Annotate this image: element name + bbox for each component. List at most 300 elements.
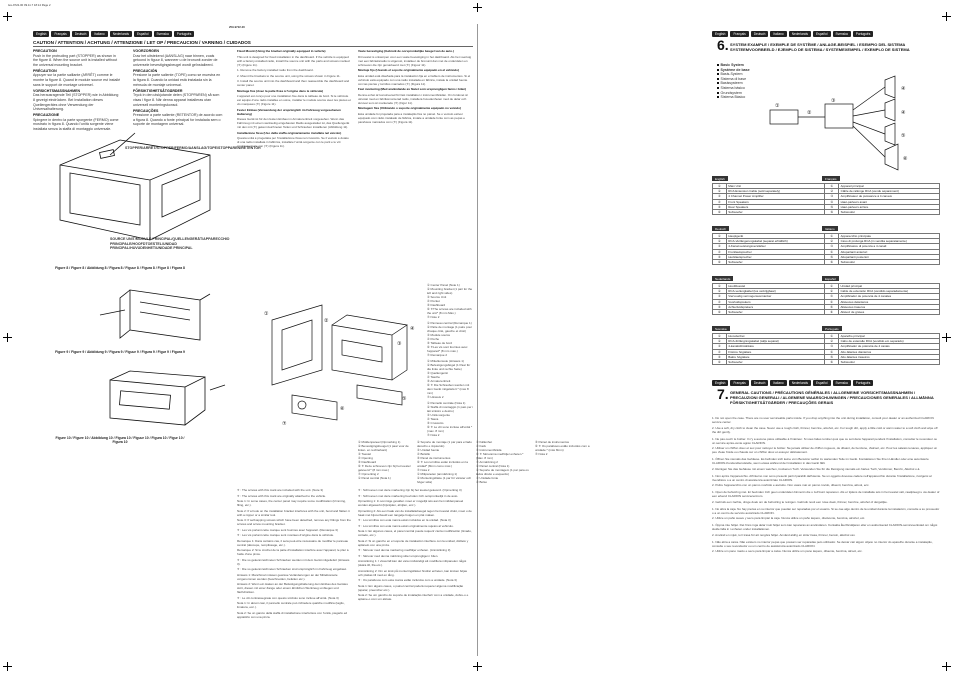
table-cell-number: ①	[825, 184, 839, 189]
figure-10-caption: Figure 10 / Figure 10 / Abbildung 10 / Figura 10 / Figuur 10 / Figura 10 / Figur 10 / Figura 10	[55, 436, 185, 445]
install-en-text-4: 3. Install the source unit into the dashboard and then reassemble the dashboard and center panel.	[237, 79, 350, 87]
note-item: Nota 2: Si un gancho en el soporte de instalación interfiere con la unidad, dóblelo y aplánelo con una pinza.	[358, 538, 469, 547]
table-cell-label: Altavoces delanteros	[838, 299, 939, 304]
table-cell-label: Subwoofer	[839, 360, 940, 365]
note-item: Note 1: In some cases, the center panel may require some modification (trimming, filing, etc.).	[237, 499, 346, 507]
caution-title-pt: PRECAUÇÕES	[133, 108, 159, 113]
caution-text-en: Push in the protruding part (STOPPER) as shown in the figure 8. When the source unit is installed without the universal mounting bracket.	[33, 53, 118, 67]
part-number: 259-9722-00	[229, 25, 245, 29]
parts-item: ③ Unidad fuente	[417, 448, 440, 452]
table-language-tag: Português	[822, 326, 842, 331]
table-language-tag: Español	[822, 276, 839, 281]
parts-item: ⑥ ✳ Los tornillos están incluidos en la unidad* (8mm como máx.)	[417, 460, 468, 468]
component-table	[712, 333, 940, 365]
parts-item: ⑦ Opmerking 2	[358, 472, 379, 476]
table-cell-label: Cabo de extensão RCA (vendido em separado)	[839, 339, 940, 344]
figure-10	[80, 365, 230, 435]
language-tab-italiano: Italiano	[770, 31, 786, 37]
caution-paragraph: 1. No abra la caja. No hay piezas en su interior que puedan ser reparadas por el usuario. Si se cae algo dentro de la unidad durante la instalación, consulte a su proveedor o a un centro de servicio autorizado CLARION.	[712, 506, 940, 515]
note-item: ✳ : Skruvar med denna märkning sitter ursprungligen i bilen.	[358, 553, 439, 558]
system-diagram-drawing	[765, 72, 930, 172]
system-list-label: Basissysteem	[720, 81, 743, 86]
table-row	[713, 210, 940, 215]
table-cell-label: Alto-falantes traseiros	[839, 354, 940, 359]
table-cell-label: Subwoofer	[839, 260, 940, 265]
parts-item: ④ Opening	[358, 456, 373, 460]
note-item: Note 3: If self-tapping screws which have been detached, remove any fittings from the screws and screw mounting bracket.	[237, 518, 351, 526]
caution-title-it: PRECAUZIONE	[33, 113, 60, 118]
table-cell-number: ④	[825, 249, 839, 254]
language-tab-deutsch: Deutsch	[72, 31, 90, 37]
bullet-icon	[717, 96, 719, 98]
svg-text:④: ④	[901, 86, 906, 92]
parts-item: ⑤ Instrumentbräda	[476, 448, 502, 452]
caution-text-sv: Tryck in den utskjutande delen (STOPPAREN) så som visas i figur 8. När denna apparat installeras utan universell monteringskonsol.	[133, 93, 220, 107]
install-sv-text: Denna enhet är konstruerad för fast installation i instrumentbrädan. Om fordonet är utrustat med en fabriksmonterad radio, installera huvudenheten med de delar och skruvar som är markerade (✳) (Figur 11).	[358, 92, 468, 105]
language-tab-english: English	[33, 31, 49, 37]
table-language-tag: Français	[822, 176, 840, 181]
table-cell-label: RCA Extension Cable (sold separately)	[726, 189, 825, 194]
note-item: ✳ : Die so gekennzeichneten Schrauben werden mit dem Gerät mitgeliefert (Hinweis 3).	[237, 557, 350, 566]
language-tab-svenska: Svenska	[833, 380, 851, 386]
system-diagram	[765, 72, 930, 172]
table-language-tag: Deutsch	[712, 226, 729, 231]
table-cell-number: ⑤	[713, 254, 727, 259]
parts-item: ⑦ Remarque 2	[427, 353, 448, 357]
parts-item: ③ Unidade fonte	[476, 476, 499, 480]
table-cell-number: ⑤	[713, 354, 727, 359]
language-tab-italiano: Italiano	[770, 380, 786, 386]
language-tab-deutsch: Deutsch	[751, 31, 769, 37]
table-cell-label: Altavoces traseros	[838, 304, 939, 309]
install-en-text-3: 2. Mount the brackets to the source unit, using the screws shown in Figure 11.	[237, 73, 341, 78]
table-cell-number: ①	[713, 184, 727, 189]
install-sv-heading: Fast montering (Med användande av fästet som ursprungligen fanns i bilen)	[358, 87, 467, 91]
table-cell-number: ②	[825, 189, 839, 194]
table-cell-number: ③	[713, 244, 727, 249]
table-language-tag: Nederlands	[712, 276, 733, 281]
svg-text:⑦: ⑦	[282, 421, 287, 427]
table-language-tag: Italiano	[822, 226, 838, 231]
table-cell-label: Voorluidsprekers	[726, 299, 824, 304]
parts-item: ① Middenpaneel (Opmerking 1)	[358, 440, 401, 444]
caution-title-de: VORSICHTSMASSNAHMEN	[33, 88, 81, 93]
bullet-icon	[717, 73, 719, 75]
parts-item: ② Patte de montage (1 paire pour chaque côté, gauche et droit)	[427, 325, 473, 333]
caution-paragraph: 2. Reinigen Sie das Gehäuse mit einem weichen, trockenen Tuch. Verwenden Sie für die Reinigung niemals ein hartes Tuch, Verdünner, Benzin, Alkohol o.ä.	[712, 466, 921, 471]
table-cell-label: Haut-parleurs arrière	[839, 204, 940, 209]
install-en-text-1: This unit is designed for fixed installation in the dashboard. If the vehicle is equipped with a factory-installed radio, install the source unit with the parts and screws marked (✳) (Figure 11).	[237, 54, 350, 67]
svg-text:⑥: ⑥	[340, 406, 345, 412]
note-item: Nota 1: Em alguns casos, o painel central poderá requerer alguma modificação (aparar, preencher etc.).	[358, 583, 464, 592]
svg-text:①: ①	[264, 311, 269, 317]
caution-text-nl: Duw het uitstekend (AANSLAG) naar binnen, zoals getoond in figuur 8, wanneer u de bronunit zonder de universele bevestigingsbeugel wordt geïnstalleerd.	[133, 53, 218, 67]
caution-col-2	[133, 49, 223, 127]
figure-11-drawing	[262, 300, 422, 430]
table-cell-label: RCA-verlengkabel (los verkrijgbaar)	[726, 289, 824, 294]
parts-item: ⑥ ✳ Die Schrauben werden mit dem Gerät mitgeliefert.* (max 8 mm)	[427, 383, 470, 395]
language-tab-nederlands: Nederlands	[110, 31, 132, 37]
parts-item: ① Panel central (Nota 1)	[358, 476, 391, 480]
table-row	[713, 260, 940, 265]
parts-item: ③ Module source	[427, 333, 451, 337]
svg-text:⑥: ⑥	[903, 156, 908, 162]
table-cell-number: ⑥	[713, 360, 727, 365]
caution-paragraph: 1. Ne pas ouvrir le boîtier. Il n'y a aucune pièce utilisable à l'intérieur. Si vous faites tomber quoi que ce soit dans l'appareil pendant l'installation, consulter le revendeur ou un service après-vente agréé CLARION.	[712, 436, 938, 445]
note-item: Opmerking 2: Als een haak van de installatiebeugel tegen het toestel drukt, moet u de haak met bijvoorbeeld een tangetje buigen en plat maken.	[358, 508, 472, 517]
table-cell-number: ⑥	[713, 260, 727, 265]
system-list-label: Basis-System	[720, 72, 743, 77]
table-cell-label: Unidad principal	[838, 284, 939, 289]
print-header: iwx-9722-00 09.11.7 18:14 Page 2	[8, 3, 51, 7]
language-tab-english: English	[712, 31, 728, 37]
parts-item: ⑥ ✳ Os parafusos estão incluídos com a unidade.* (máx 8mm)	[535, 444, 590, 452]
caution-text-de: Das herausragende Teil (STOPPER) wie in Abbildung 8 gezeigt eindrücken. Bei Installation dieses Quellengerätes ohne Verwendung der Universalhalterung.	[33, 93, 119, 112]
table-cell-label: Hauptgerät	[726, 234, 825, 239]
caution-paragraph: 1. Öppna inte höljet. Det finns inga delar inuti höljet som kan repareras av användaren. Kontakta återförsäljaren eller en auktoriserad CLARION-serviceverkstad om något skulle falla in i enheten under installationen.	[712, 523, 938, 531]
caution-text-pt: Pressione a parte saliente (RETENTOR) de acordo com a figura 8. Quando a fonte principal for instalada sem o suporte de montagem universal.	[133, 113, 223, 127]
table-cell-label: Hecklautsprecher	[726, 254, 825, 259]
table-cell-number: ③	[825, 194, 839, 199]
system-list-label: Sistema Básico	[720, 95, 746, 100]
table-cell-number: ⑥	[825, 260, 839, 265]
table-cell-number: ④	[713, 199, 727, 204]
table-cell-label: Cavo di prolunga RCA (in vendita separatamente)	[839, 239, 940, 244]
language-tab-franais: Français	[51, 31, 69, 37]
figure-9-drawing	[80, 280, 230, 350]
table-cell-number: ⑤	[825, 204, 839, 209]
table-cell-number: ⑤	[713, 304, 727, 309]
parts-item: ③ Quellengerät	[427, 371, 448, 375]
bullet-icon	[717, 64, 719, 66]
crop-mark-top-right	[942, 12, 951, 21]
language-tab-franais: Français	[730, 380, 748, 386]
parts-item: ② Soporte de montaje (1 par para el lado derecho e izquierdo)	[417, 440, 472, 448]
system-example-title: SYSTEM EXAMPLE / EXEMPLE DE SYSTÈME / ANLAGE-BEISPIEL / ESEMPIO DEL SISTEMA SYSTEEMVOORBEELD / EJEMPLO DE SISTEMA / SYSTEMEXEMPEL / EXEMPLO DE SISTEMA	[730, 42, 910, 52]
table-cell-label: Amplificatore di potenza a 4 canali	[839, 244, 940, 249]
parts-item: ② Mounting bracket (1 pair for the left and right sides)	[427, 287, 473, 295]
crop-mark-bottom-left	[3, 662, 12, 671]
parts-item: ② Befestigungsbügel (1 Paar für die linke und rechte Seite)	[427, 363, 471, 371]
bullet-icon	[717, 82, 719, 84]
crop-mark-mid-left	[3, 333, 12, 342]
parts-item: ④ Pocket	[427, 299, 440, 303]
system-list-label: Basic System	[720, 63, 744, 67]
table-cell-label: Achterluidsprekers	[726, 304, 824, 309]
caution-paragraph: 1. Não abra a caixa. Não existem no interior peças que possam ser reparadas pelo utilizador. Se deixar cair algum objeto no interior do aparelho durante a instalação, consulte o seu revendedor ou um centro de assistência autorizado CLARION.	[712, 539, 933, 548]
caution-paragraph: 1. Open de behuizing niet. Er bevinden zich geen onderdelen binnenin die u zelf kunt repareren. Als er tijdens de installatie iets in het toestel valt, raadpleegt u uw dealer of een erkend CLARION servicecentrum.	[712, 490, 940, 498]
bullet-icon	[717, 78, 719, 80]
table-cell-label: Subwoofer	[839, 210, 940, 215]
table-cell-label: Altoparlanti posteriori	[839, 254, 940, 259]
note-item: ✳ : The screws with this mark are included with the unit. (Note 3)	[237, 488, 323, 492]
table-cell-label: Amplificateur de puissance à 4 canaux	[839, 194, 940, 199]
table-cell-number: ⑥	[825, 360, 839, 365]
component-table	[712, 183, 940, 215]
notes-right	[358, 488, 472, 656]
note-item: ✳ : Los tornillos con esta marca están originalmente sujetos al vehículo.	[358, 523, 454, 528]
svg-text:④: ④	[901, 110, 906, 116]
parts-item: ② Suporte de montagem (1 par para os lados direito e esquerdo)	[476, 468, 529, 476]
caution-paragraph: 2. Utilice un paño suave y seco para limpiar la caja. Nunca utilice un paño áspero, disolvente, bencina, alcohol, etc.	[712, 516, 866, 520]
language-tab-svenska: Svenska	[154, 31, 172, 37]
parts-item: ⑤ Armaturenbrett	[427, 379, 451, 383]
table-cell-number: ①	[825, 234, 839, 239]
table-cell-number: ⑤	[713, 204, 727, 209]
crop-mark-mid-right	[942, 333, 951, 342]
table-cell-number: ①	[825, 334, 839, 339]
install-nl-heading: Vaste bevestiging (Gebruik de oorspronkelijke beugel van de auto.)	[358, 49, 454, 53]
table-cell-label: RCA-Verlängerungskabel (separat erhältlich)	[726, 239, 825, 244]
parts-item: ④ Bolsillo	[417, 452, 431, 456]
note-item: Nota 2: Se un gancio della staffa di installazione interferisce con l'unità, piegarlo ed appiattirlo con una pinza.	[237, 610, 348, 619]
table-cell-label: RCA-förlängningskabel (säljs separat)	[726, 339, 825, 344]
table-cell-number: ④	[713, 299, 727, 304]
language-tab-espaol: Español	[134, 31, 152, 37]
table-cell-number: ③	[713, 294, 727, 299]
figure-9	[80, 280, 230, 350]
table-cell-number: ①	[713, 234, 727, 239]
table-cell-label: Amplificador de potencia de 4 canales	[838, 294, 939, 299]
language-tab-franais: Français	[730, 31, 748, 37]
table-cell-label: Altoparlanti anteriori	[839, 249, 940, 254]
note-item: Hinweis 1: Manchmal müssen gewisse Veränderungen an der Mittelkonsole vorgenommen werden (beschneiden, befeilen etc.).	[237, 572, 338, 581]
page-divider	[477, 24, 478, 656]
caution-paragraph: 1. Non aprire l'apparecchio. All'interno non sono presenti parti riparabili dall'utente. Se un oggetto dovesse cadere nell'apparecchio durante l'installazione, rivolgersi al rivenditore o a un centro di assistenza autorizzato CLARION.	[712, 473, 932, 482]
table-cell-label: Amplificador de potência de 4 canais	[839, 344, 940, 349]
table-cell-number: ①	[713, 334, 727, 339]
note-item: Hinweis 2: Wenn ein Haken an der Befestigungshalterung dem Einbau des Gerätes stört, diesen mit einer Zange oder einem ähnlichen Werkzeug umbiegen und flachdrücken.	[237, 582, 348, 594]
figure-10-drawing	[80, 365, 230, 435]
note-item: ✳ : Os parafusos com esta marca estão incluídos com a unidade. (Nota 3)	[358, 578, 457, 582]
table-cell-label: Cable de extensión RCA (vendido separadamente)	[838, 289, 939, 294]
install-en-heading: Fixed Mount (Using the bracket originally equipped in vehicle)	[237, 49, 326, 53]
caution-rule	[33, 46, 473, 47]
table-cell-number: ②	[713, 189, 727, 194]
svg-text:②: ②	[324, 318, 329, 324]
install-de-heading: Fester Einbau (Verwendung der ursprünglich im Fahrzeug vorgesehenen Halterung)	[237, 107, 341, 116]
caution-paragraph: 1. Öffnen Sie niemals das Gehäuse. Es befinden sich keine vom Benutzer selbst zu wartenden Teile im Gerät. Kontaktieren Sie Ihren Händler oder eine autorisierte CLARION-Kundendienststelle, wenn etwas während der Installation in das Gerät fällt.	[712, 457, 929, 465]
install-de-text: Dieses Gerät ist für den festen Einbau im Armaturenbrett vorgesehen. Wenn das Fahrzeug mit einem werkseitig eingebauten Radio ausgestattet ist, das Quellengerät mit den mit (✳) gekennzeichneten Teilen und Schrauben installieren (Abbildung 11).	[237, 117, 350, 129]
table-cell-label: Apparecchio principale	[839, 234, 940, 239]
parts-item: ④ Bolso	[476, 480, 488, 484]
parts-item: ⑥ ✳Les vis sont fournies avec l'appareil* (8 mm max.)	[427, 345, 468, 353]
language-bar-right-top	[712, 31, 873, 37]
figure-9-caption: Figure 9 / Figure 9 / Abbildung 9 / Figura 9 / Figuur 9 / Figura 9 / Figur 9 / Figura 9	[55, 350, 185, 354]
table-cell-number: ⑥	[713, 310, 727, 315]
component-table	[712, 233, 940, 265]
table-cell-number: ③	[825, 294, 839, 299]
parts-item: ⑦ Note 2	[427, 315, 440, 319]
parts-item: ⑥ ✳The screws are included with the unit* (8 mm Max.)	[427, 307, 472, 315]
table-cell-label: Viervoudig vermogensversterker	[726, 294, 824, 299]
parts-item: ⑤ Dashboard	[427, 303, 446, 307]
table-cell-number: ⑤	[825, 254, 839, 259]
caution-text-fr: Appuyer sur la partie saillante (ARRÊT) comme le montre la figure 8. Quand le module source est installé sans le support de montage universel.	[33, 73, 121, 87]
parts-item: ⑦ Anmärkning 2	[476, 460, 498, 464]
bullet-icon	[717, 92, 719, 94]
table-cell-label: Hoofdtoestel	[726, 284, 824, 289]
language-tab-nederlands: Nederlands	[789, 380, 811, 386]
note-item: ✳ : Les vis portant cette marque sont montées d'origine dans le véhicule.	[237, 533, 334, 537]
parts-item: ⑥ ✳ Skruvarna medföljer enheten.* (Max. 8 mm)	[476, 452, 524, 460]
svg-text:⑤: ⑤	[901, 133, 906, 139]
table-cell-number: ④	[825, 349, 839, 354]
install-it-heading: Installazione fissa (Uso della staffa originariamente installata nel veicolo)	[237, 130, 342, 135]
bullet-icon	[717, 87, 719, 89]
table-cell-label: Subwoofer	[726, 260, 825, 265]
note-item: Nota 2: Se um gancho do suporte de instalação interferir com a unidade, dobre-o e aplaine-o com um alicate.	[358, 593, 469, 601]
svg-text:③: ③	[397, 341, 402, 347]
table-cell-label: Alto-falantes dianteiros	[839, 349, 940, 354]
language-tab-espaol: Español	[813, 380, 831, 386]
table-cell-label: Rear Speakers	[726, 204, 825, 209]
parts-list-nl-es-sv-pt	[358, 440, 590, 486]
table-cell-number: ③	[825, 244, 839, 249]
svg-text:②: ②	[807, 110, 812, 116]
table-cell-label: Främre högtalare	[726, 349, 825, 354]
section-number-6: 6.	[717, 37, 729, 53]
caution-paragraph: 2. Använd en mjuk, torr trasa för att rengöra höljet. Använd aldrig en sträv trasa, thinner, bensin, alkohol osv.	[712, 532, 856, 537]
note-item: ✳ : Schroeven met deze markering zijn bij het toestel geleverd. (Opmerking 3)	[358, 488, 462, 492]
table-cell-number: ⑥	[825, 310, 839, 315]
table-cell-number: ④	[713, 349, 727, 354]
parts-item: ① Center Panel (Note 1)	[427, 283, 460, 287]
caution-title-sv: FÖRSIKTIGHETSÅTGÄRDER	[133, 88, 183, 93]
figure-11	[262, 300, 422, 430]
language-tab-italiano: Italiano	[91, 31, 107, 37]
note-item: ✳ : Skruvar med denna markering medföljer enheten. (Anmärkning 3)	[358, 548, 451, 552]
language-tab-svenska: Svenska	[833, 31, 851, 37]
note-item: Remarque 2: Si le crochet de la patte d'installation interfère avec l'appareil, le plier à l'aide d'une pince.	[237, 548, 349, 556]
table-cell-label: Huvudenhet	[726, 334, 825, 339]
language-tab-portugus: Português	[174, 31, 195, 37]
caution-title-fr: PRÉCAUTION	[33, 68, 57, 73]
table-cell-number: ③	[713, 194, 727, 199]
table-cell-label: Aparelho principal	[839, 334, 940, 339]
table-cell-label: 4-Kanal-Leistungsverstärker	[726, 244, 825, 249]
language-bar-left	[33, 31, 194, 37]
table-cell-label: Main Unit	[726, 184, 825, 189]
component-table	[712, 283, 940, 315]
table-cell-number: ③	[713, 344, 727, 349]
language-tab-deutsch: Deutsch	[751, 380, 769, 386]
note-item: ✳ : Les vis portant cette marque sont fournies avec l'appareil. (Remarque 3)	[237, 527, 338, 532]
parts-item: ⑥ ✳ Deze schroeven zijn bij het toestel geleverd.* (8 mm max.)	[358, 464, 411, 472]
parts-list-en-fr-de-it	[427, 283, 473, 443]
parts-item: ① Panneau central (Remarque 1)	[427, 321, 472, 325]
language-tab-portugus: Português	[853, 380, 874, 386]
note-item: Nota 1: En algunos casos, el panel central puede requerir cierta modificación (limado, cortado, etc.).	[358, 529, 472, 537]
install-nl-text: Dit toestel is ontworpen voor een vaste bevestiging in het dashboard. Als het voertuig met een fabrieksradio is uitgerust, installeer de bronunit dan met de onderdelen en schroeven die zijn gemarkeerd met (✳) (Figuur 11).	[358, 54, 472, 67]
svg-text:⑤: ⑤	[402, 396, 407, 402]
general-cautions-text	[712, 416, 940, 658]
parts-item: ⑥ ✳ Le viti sono incluse all'unità * (max. 8 mm)	[427, 425, 473, 433]
table-cell-number: ⑥	[825, 210, 839, 215]
caution-paragraph: 2. Pulire l'apparecchio con un panno morbido e asciutto. Non usare mai un panno ruvido, diluenti, benzina, alcool, ecc.	[712, 483, 870, 487]
parts-item: ⑦ Nota 2	[535, 452, 548, 456]
language-bar-right-mid	[712, 380, 873, 386]
parts-item: ④ Tasca	[427, 417, 439, 421]
parts-item: ⑤ Painel de instrumentos	[535, 440, 570, 444]
table-cell-number: ⑤	[825, 354, 839, 359]
table-cell-number: ③	[825, 344, 839, 349]
table-cell-label: Front Speakers	[726, 199, 825, 204]
parts-item: ① Mittelkonsole (Hinweis 1)	[427, 359, 464, 363]
note-item: Anmärkning 2: Om en krok på monteringsfästet hindrar enheten, kan kroken böjas och plattas till med en tång.	[358, 568, 468, 577]
table-cell-label: Câble de rallonge RCA (vendu séparément)	[839, 189, 940, 194]
caution-paragraph: 2. Utilize um pano macio e seco para limpar a caixa. Nunca utilize um pano áspero, diluente, benzina, álcool, etc.	[712, 549, 863, 553]
notes-left	[237, 488, 351, 656]
parts-item: ⑦ Nota 2	[417, 468, 430, 472]
install-en-text-2: 1. Remove the factory-installed radio from the dashboard.	[237, 68, 314, 72]
stopper-labels: STOPPER/ARRÊT/STOPPER/FERMO/AANSLAG/TOPE/STOPPAREN/RETENTOR	[125, 146, 261, 150]
table-cell-label: Bakre högtalare	[726, 354, 825, 359]
parts-item: ⑤ Tableau de bord	[427, 341, 452, 345]
system-list-label: Sistema básico	[720, 85, 745, 90]
language-tab-espaol: Español	[813, 31, 831, 37]
install-fr-text: L'appareil est conçu pour une installation fixe dans le tableau de bord. Si le véhicule est équipé d'une radio installée en usine, installer le module source avec les pièces et vis marquées (✳) (Figure 11).	[237, 94, 351, 106]
figure-8-caption: Figure 8 / Figure 8 / Abbildung 8 / Figura 8 / Figuur 8 / Figura 8 / Figur 8 / Figura 8	[55, 266, 185, 270]
parts-item: ④ Tasche	[427, 375, 440, 379]
crop-mark-bottom-center	[473, 662, 482, 671]
table-cell-number: ①	[713, 284, 727, 289]
table-cell-label: Appareil principal	[839, 184, 940, 189]
table-cell-number: ②	[713, 339, 727, 344]
install-it-text: Questa unità è progettata per l'installazione fissa nel cruscotto. Se il veicolo è dotato di una radio installata in fabbrica, installare l'unità sorgente con le parti e le viti contrassegnate con (✳) (Figura 11).	[237, 136, 349, 148]
note-item: ✳ : Le viti contrassegnate con questo simbolo sono incluse all'unità. (Nota 3)	[237, 595, 339, 600]
table-cell-number: ②	[825, 339, 839, 344]
table-cell-label: 4-kanalsförstärkare	[726, 344, 825, 349]
parts-item: ② Bevestigingsbeugel (1 paar voor de linker- en rechterkant)	[358, 444, 409, 452]
caution-paragraph: 1. Do not open the case. There are no user serviceable parts inside. If you drop anything into the unit during installation, consult your dealer or an authorized CLARION service center.	[712, 416, 934, 424]
note-item: ✳ : Schroeven met deze markering bevinden zich oorspronkelijk in de auto.	[358, 493, 459, 498]
parts-item: ① Pannello centrale (Nota 1)	[427, 401, 466, 405]
table-cell-number: ①	[825, 284, 839, 289]
crop-mark-bottom-right	[942, 662, 951, 671]
install-text-col-1	[237, 49, 351, 317]
table-language-tag: Svenska	[712, 326, 730, 331]
parts-item: ② Monteringsfäste (1 par för vänster och höger sida)	[417, 476, 472, 484]
table-cell-label: Frontlautsprecher	[726, 249, 825, 254]
note-item: Nota 1: In alcuni casi, il pannello centrale può richiedere qualche modifica (taglio, limatura, ecc.).	[237, 601, 345, 609]
install-pt-heading: Montagem fixa (Utilizando o suporte originalmente equipado no veículo)	[358, 106, 462, 110]
caution-col-1	[33, 49, 121, 131]
table-cell-number: ②	[713, 289, 727, 294]
table-cell-number: ④	[825, 299, 839, 304]
note-item: Note 2: If a hook on the installation bracket interferes with the unit, bend and flatten it with a nipper or a similar tool.	[237, 508, 350, 517]
language-tab-nederlands: Nederlands	[789, 31, 811, 37]
section-number-7: 7.	[717, 386, 729, 402]
table-row	[713, 360, 940, 365]
install-es-text: Esta unidad está diseñada para la instalación fija en el tablero de instrumentos. Si el vehículo está equipado con una radio instalada en fábrica, instale la unidad fuente con las piezas y tornillos marcados (✳) (Figura 11).	[358, 73, 471, 86]
caution-text-es: Presione la parte saliente (TOPE) como se muestra en la figura 8. Cuando la unidad está instalada sin la ménsula de montaje universal.	[133, 73, 221, 87]
crop-mark-top-left	[3, 12, 12, 21]
general-cautions-title: GENERAL CAUTIONS / PRÉCAUTIONS GÉNÉRALES / ALLGEMEINE VORSICHTSMASSNAHMEN / PRECAUZIONI GENERALI / ALGEMENE WAARSCHUWINGEN / PRECAUCIONES GENERALES / ALLMÄNNA FÖRSIKTIGHETSÅTGÄRDER / PRECAUÇÕES GERAIS	[730, 390, 934, 405]
language-tab-english: English	[712, 380, 728, 386]
caution-paragraph: 2. Use a soft, dry cloth to clean the case. Never use a rough cloth, thinner, benzine, alcohol, etc. For tough dirt, apply a little cold or warm water to a soft cloth and wipe off the dirt gently.	[712, 425, 938, 434]
svg-text:①: ①	[775, 103, 780, 109]
table-cell-number: ④	[713, 249, 727, 254]
note-item: Opmerking 1: In sommige gevallen moet er mogelijk iets aan het middenpaneel worden afgewerkt (bijsnijden, afvijlen, enz.).	[358, 499, 464, 507]
table-cell-label: Subwoofer	[726, 210, 825, 215]
table-cell-number: ⑤	[825, 304, 839, 309]
table-language-tag: English	[712, 176, 728, 181]
parts-item: ⑤ Dashboard	[358, 460, 377, 464]
caution-paragraph: 2. Utiliser un chiffon doux et sec pour nettoyer le boîtier. Ne jamais utiliser de chiffon rugueux, de diluant, de benzène, d'alcool, etc. Pour les saletés tenaces, appliquer un peu d'eau froide ou chaude sur un chiffon doux et essuyer délicatement.	[712, 446, 938, 454]
install-fr-heading: Montage fixe (Avec la patte fixée à l'origine dans le véhicule)	[237, 88, 324, 93]
parts-item: ⑤ Panel de instrumentos	[417, 456, 451, 460]
